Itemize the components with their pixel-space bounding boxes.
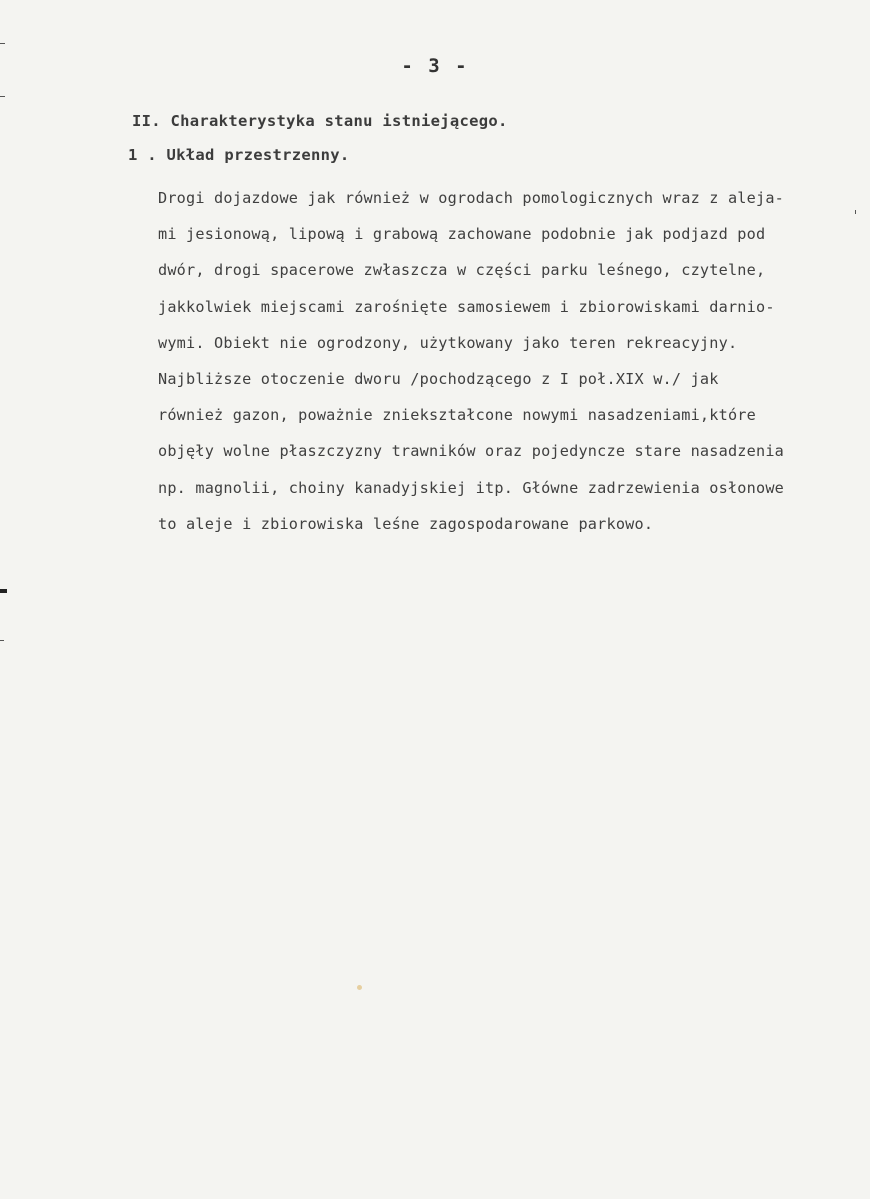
margin-mark: [0, 589, 7, 593]
body-text: [158, 180, 858, 542]
text-line: Najbliższe otoczenie dworu /pochodzącego z I poł.XIX w./ jak: [158, 369, 719, 388]
text-line: Drogi dojazdowe jak również w ogrodach pomologicznych wraz z aleja-: [158, 189, 785, 207]
text-line: to aleje i zbiorowiska leśne zagospodarowane parkowo.: [158, 514, 654, 533]
paper-spot: [357, 985, 362, 990]
margin-mark: [0, 640, 4, 641]
margin-mark: [0, 96, 5, 97]
text-line: jakkolwiek miejscami zarośnięte samosiewem i zbiorowiskami darnio-: [158, 297, 775, 316]
text-line: dwór, drogi spacerowe zwłaszcza w części parku leśnego, czytelne,: [158, 261, 766, 280]
text-line: np. magnolii, choiny kanadyjskiej itp. Główne zadrzewienia osłonowe: [158, 478, 785, 497]
text-line: objęły wolne płaszczyzny trawników oraz pojedyncze stare nasadzenia: [158, 442, 785, 461]
margin-mark: [0, 43, 5, 44]
section-heading: II. Charakterystyka stanu istniejącego.: [132, 112, 508, 130]
text-line: mi jesionową, lipową i grabową zachowane podobnie jak podjazd pod: [158, 225, 766, 244]
text-line: również gazon, poważnie zniekształcone nowymi nasadzeniami,które: [158, 406, 756, 425]
subsection-heading: 1 . Układ przestrzenny.: [128, 146, 350, 164]
page-number: - 3 -: [401, 55, 469, 77]
text-line: wymi. Obiekt nie ogrodzony, użytkowany jako teren rekreacyjny.: [158, 333, 738, 352]
